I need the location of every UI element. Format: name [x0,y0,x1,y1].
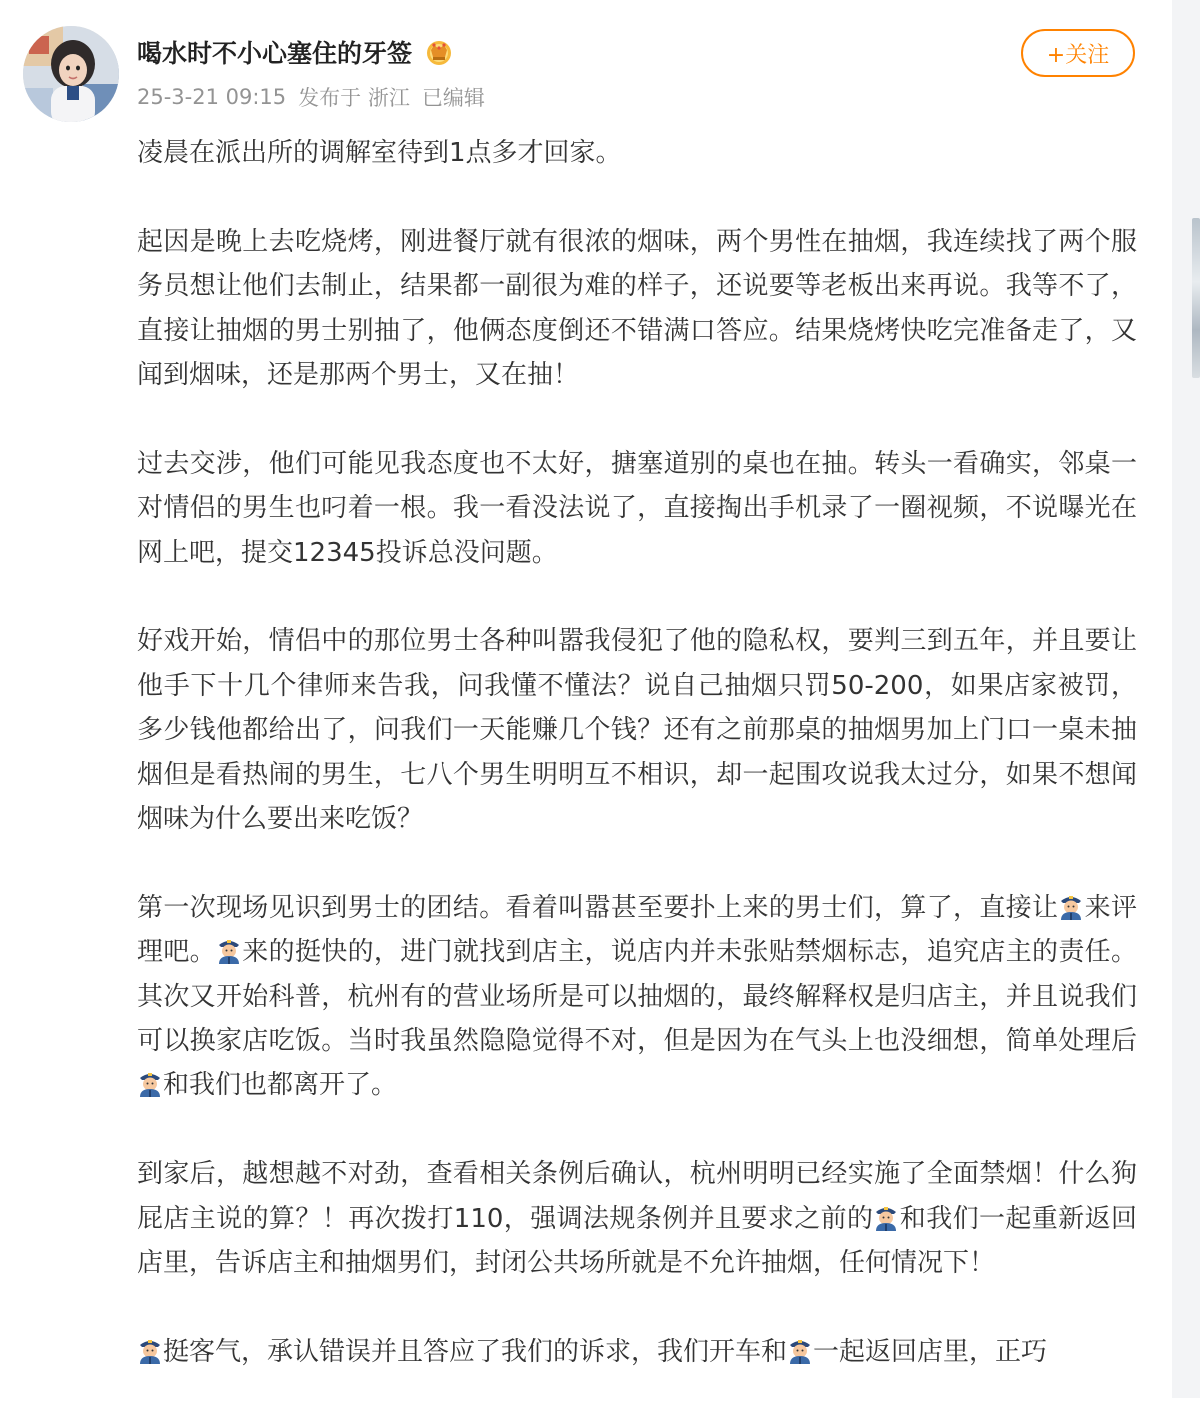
follow-button[interactable]: +关注 [1021,29,1135,77]
paragraph-4 [137,619,1137,841]
paragraph-text: 第一次现场见识到男士的团结。看着叫嚣甚至要扑上来的男士们，算了，直接让 [137,892,1059,923]
police-officer-icon [873,1201,899,1229]
post-meta [137,82,497,112]
author-name[interactable]: 喝水时不小心塞住的牙签 [137,39,413,68]
police-officer-icon [1058,890,1084,918]
post-location: 发布于 浙江 [298,86,410,110]
post-time[interactable]: 25-3-21 09:15 [137,85,287,109]
paragraph-text: 来的挺快的，进门就找到店主，说店内并未张贴禁烟标志，追究店主的责任。其次又开始科普，杭州有的营业场所是可以抽烟的，最终解释权是归店主，并且说我们可以换家店吃饭。当时我虽然隐隐觉得不对，但是因为在气头上也没细想，简单处理后 [137,937,1137,1057]
paragraph-text: 和我们一起重新返回店里，告诉店主和抽烟男们，封闭公共场所就是不允许抽烟，任何情况下！ [137,1203,1137,1279]
adjacent-image-edge [1192,218,1200,378]
paragraph-text: 来评理吧。 [137,892,1137,968]
paragraph-text: 挺客气，承认错误并且答应了我们的诉求，我们开车和 [163,1336,788,1367]
paragraph-6 [137,1152,1137,1285]
paragraph-7 [137,1330,1137,1374]
police-officer-icon [216,934,242,962]
post-content [137,131,1137,1419]
paragraph-1 [137,131,1137,175]
paragraph-text: 好戏开始，情侣中的那位男士各种叫嚣我侵犯了他的隐私权，要判三到五年，并且要让他手下十几个律师来告我，问我懂不懂法？说自己抽烟只罚50-200，如果店家被罚，多少钱他都给出了，问我们一天能赚几个钱？还有之前那桌的抽烟男加上门口一桌未抽烟但是看热闹的男生，七八个男生明明互不相识，却一起围攻说我太过分，如果不想闻烟味为什么要出来吃饭？ [137,626,1137,835]
right-gutter [1172,0,1200,1398]
police-officer-icon [137,1067,163,1095]
paragraph-text: 起因是晚上去吃烧烤，刚进餐厅就有很浓的烟味，两个男性在抽烟，我连续找了两个服务员想让他们去制止，结果都一副很为难的样子，还说要等老板出来再说。我等不了，直接让抽烟的男士别抽了，他俩态度倒还不错满口答应。结果烧烤快吃完准备走了，又闻到烟味，还是那两个男士，又在抽！ [137,226,1137,391]
paragraph-text: 凌晨在派出所的调解室待到1点多才回家。 [137,138,622,168]
golden-crown-badge-icon[interactable] [422,38,456,66]
police-officer-icon [787,1334,813,1362]
paragraph-text: 和我们也都离开了。 [163,1070,398,1101]
avatar-portrait-icon [23,26,119,122]
paragraph-text: 过去交涉，他们可能见我态度也不太好，搪塞道别的桌也在抽。转头一看确实，邻桌一对情侣的男生也叼着一根。我一看没法说了，直接掏出手机录了一圈视频，不说曝光在网上吧，提交12345投诉总没问题。 [137,448,1137,568]
paragraph-3 [137,442,1137,575]
paragraph-text: 到家后，越想越不对劲，查看相关条例后确认，杭州明明已经实施了全面禁烟！什么狗屁店主说的算？！再次拨打110，强调法规条例并且要求之前的 [137,1159,1137,1234]
paragraph-2 [137,220,1137,398]
author-avatar[interactable] [23,26,119,122]
author-name-row [137,32,456,72]
police-officer-icon [137,1334,163,1362]
paragraph-text: 一起返回店里，正巧 [813,1336,1048,1367]
paragraph-5 [137,886,1137,1108]
edited-label[interactable]: 已编辑 [421,86,485,110]
